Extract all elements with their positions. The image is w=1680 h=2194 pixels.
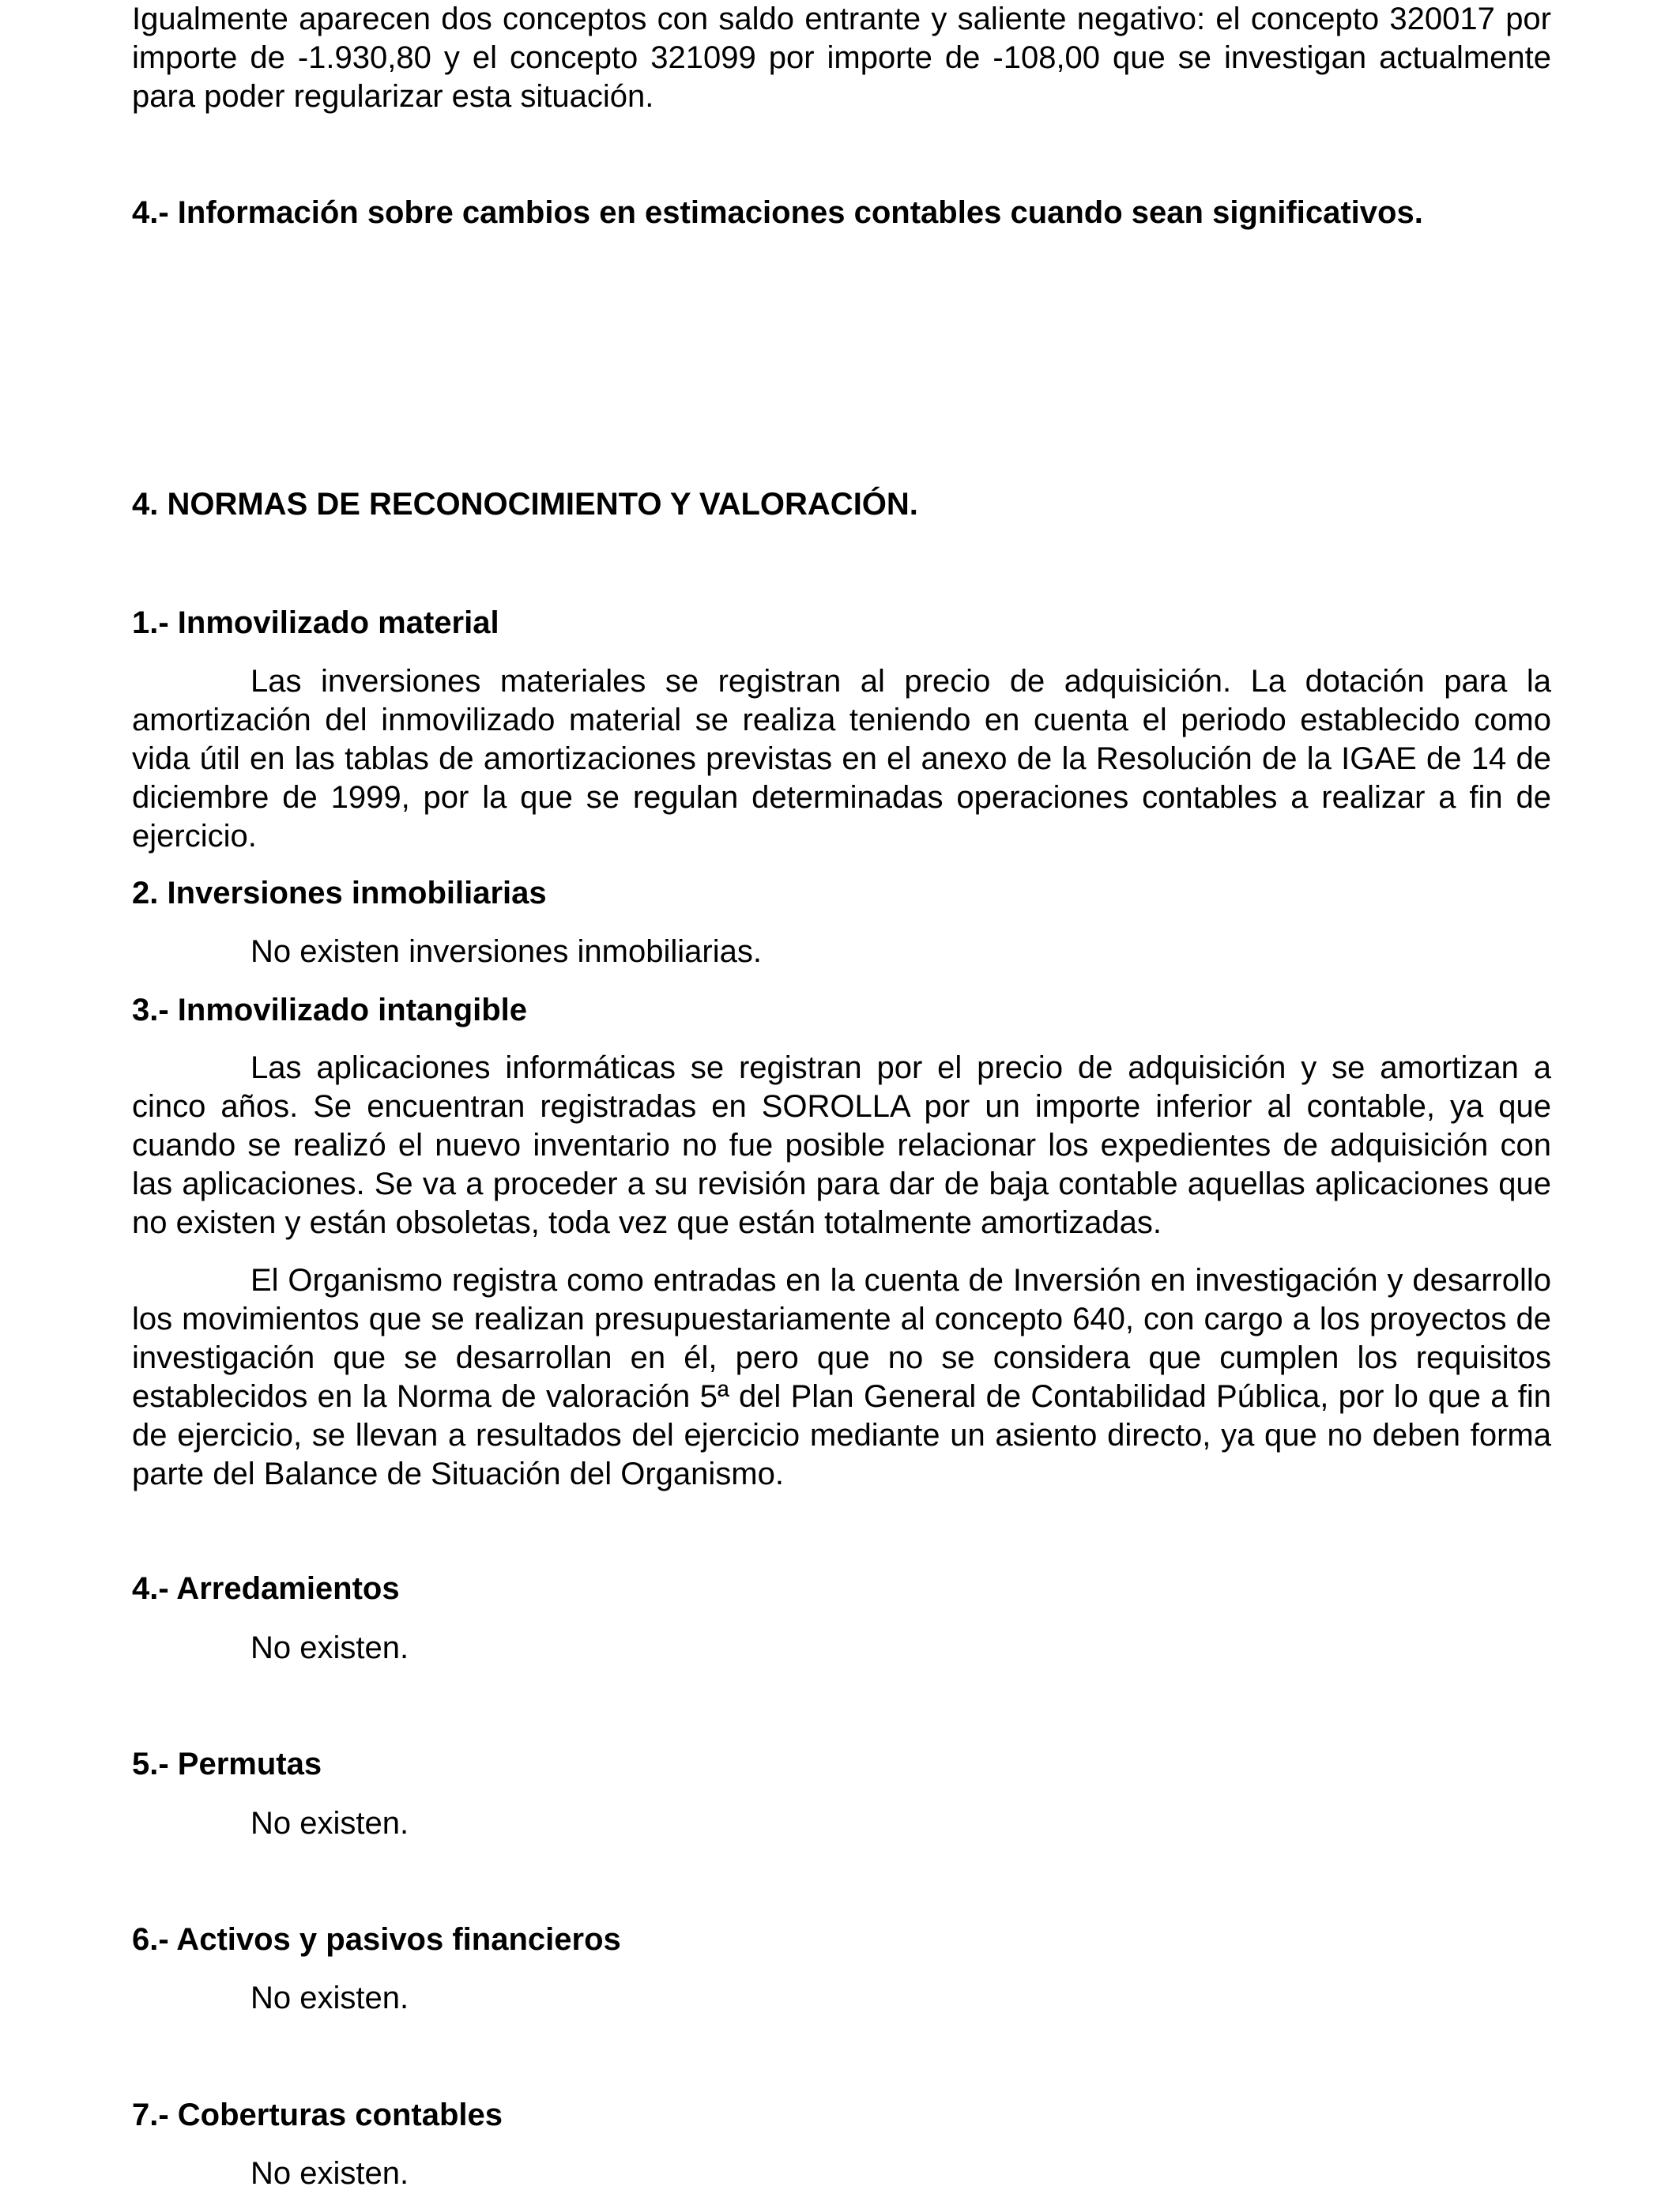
paragraph-arrendamientos: No existen. [250,1630,409,1665]
heading-inversiones-inmobiliarias: 2. Inversiones inmobiliarias [132,876,547,910]
intro-paragraph: Igualmente aparecen dos conceptos con saldo entrante y saliente negativo: el concepto 320017 por importe de -1.930,80 y el concepto 321099 por importe de -108,00 que se investigan actualmente para poder regularizar esta situación. [132,2,1551,114]
paragraph-inmovilizado-material: Las inversiones materiales se registran al precio de adquisición. La dotación para la amortización del inmovilizado material se realiza teniendo en cuenta el periodo establecido como vida útil en las tablas de amortizaciones previstas en el anexo de la Resolución de la IGAE de 14 de diciembre de 1999, por la que se regulan determinadas operaciones contables a realizar a fin de ejercicio. [132,664,1551,854]
paragraph-activos-pasivos: No existen. [250,1981,409,2015]
heading-cambios-estimaciones: 4.- Información sobre cambios en estimaciones contables cuando sean significativos. [132,195,1423,230]
heading-coberturas: 7.- Coberturas contables [132,2098,503,2132]
heading-permutas: 5.- Permutas [132,1747,322,1781]
heading-arrendamientos: 4.- Arredamientos [132,1571,400,1606]
paragraph-inversiones-inmobiliarias: No existen inversiones inmobiliarias. [250,934,762,969]
paragraph-intangible-investigacion: El Organismo registra como entradas en la cuenta de Inversión en investigación y desarrollo los movimientos que se realizan presupuestariamente al concepto 640, con cargo a los proyectos de investigación que se desarrollan en él, pero que no se considera que cumplen los requisitos establecidos en la Norma de valoración 5ª del Plan General de Contabilidad Pública, por lo que a fin de ejercicio, se llevan a resultados del ejercicio mediante un asiento directo, ya que no deben forma parte del Balance de Situación del Organismo. [132,1263,1551,1491]
section-title: 4. NORMAS DE RECONOCIMIENTO Y VALORACIÓN. [132,487,918,522]
heading-inmovilizado-intangible: 3.- Inmovilizado intangible [132,993,528,1027]
heading-activos-pasivos: 6.- Activos y pasivos financieros [132,1922,621,1957]
heading-inmovilizado-material: 1.- Inmovilizado material [132,605,499,640]
paragraph-coberturas: No existen. [250,2156,409,2191]
paragraph-intangible-aplicaciones: Las aplicaciones informáticas se registran por el precio de adquisición y se amortizan a cinco años. Se encuentran registradas en SOROLLA por un importe inferior al contable, ya que cuando se realizó el nuevo inventario no fue posible relacionar los expedientes de adquisición con las aplicaciones. Se va a proceder a su revisión para dar de baja contable aquellas aplicaciones que no existen y están obsoletas, toda vez que están totalmente amortizadas. [132,1050,1551,1240]
paragraph-permutas: No existen. [250,1806,409,1841]
